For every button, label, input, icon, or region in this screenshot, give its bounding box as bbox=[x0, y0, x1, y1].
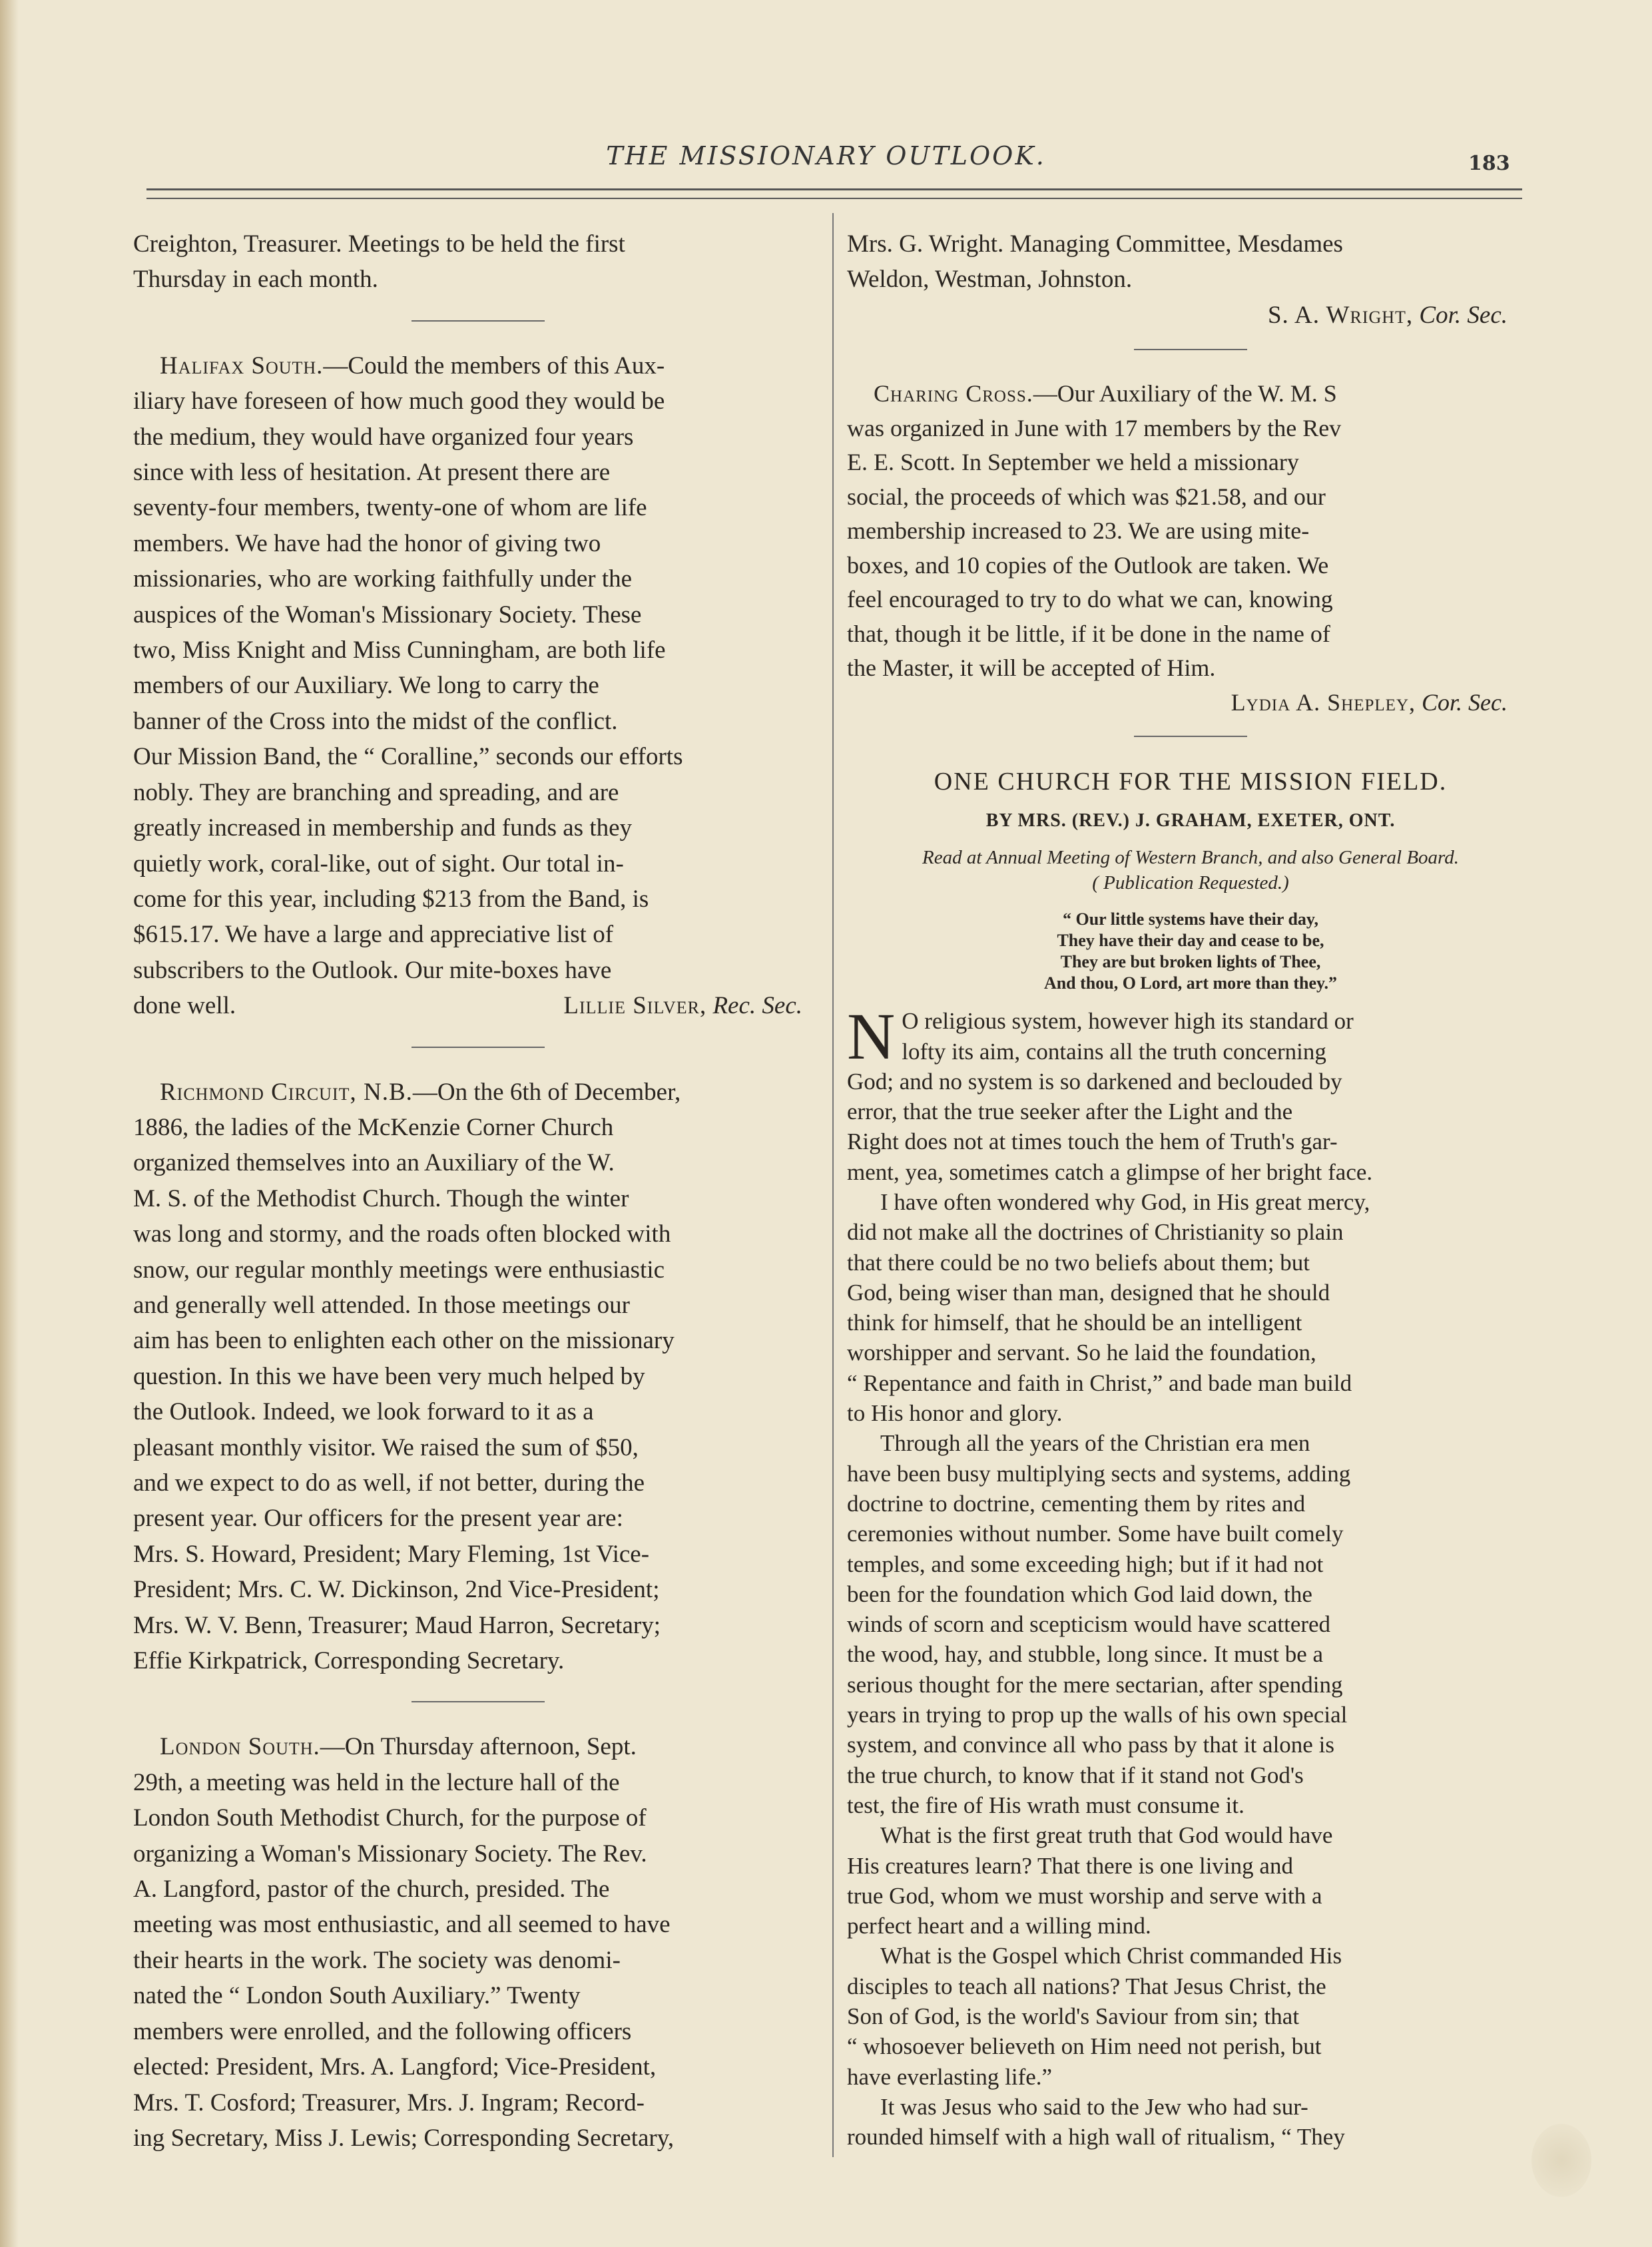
text-line: What is the first great truth that God would have bbox=[880, 1822, 1333, 1849]
text-line: Effie Kirkpatrick, Corresponding Secretary. bbox=[133, 1647, 565, 1675]
paragraph bbox=[847, 999, 1534, 1187]
text-line: feel encouraged to try to do what we can, knowing bbox=[847, 586, 1333, 613]
text-line: organized themselves into an Auxiliary of the W. bbox=[133, 1149, 615, 1177]
paragraph bbox=[847, 1187, 1534, 1428]
text-line: the Outlook. Indeed, we look forward to it as a bbox=[133, 1398, 594, 1426]
text-line: His creatures learn? That there is one living and bbox=[847, 1852, 1293, 1879]
text-line: come for this year, including $213 from the Band, is bbox=[133, 885, 649, 913]
text-line: banner of the Cross into the midst of the conflict. bbox=[133, 707, 618, 735]
report-heading: Charing Cross. bbox=[874, 380, 1033, 407]
text-line: meeting was most enthusiastic, and all seemed to have bbox=[133, 1911, 671, 1939]
column-divider bbox=[832, 213, 834, 2157]
text-line: E. E. Scott. In September we held a missionary bbox=[847, 449, 1299, 476]
section-separator bbox=[1134, 736, 1247, 737]
paper-stain bbox=[1531, 2124, 1591, 2197]
poem-line: They are but broken lights of Thee, bbox=[1060, 952, 1321, 972]
right-column bbox=[847, 226, 1534, 2152]
text-line: aim has been to enlighten each other on the missionary bbox=[133, 1327, 675, 1355]
richmond-report bbox=[133, 1075, 822, 1679]
signature: Lydia A. Shepley, Cor. Sec. bbox=[1231, 688, 1508, 716]
text-line: members of our Auxiliary. We long to carry the bbox=[133, 672, 599, 700]
text-line: since with less of hesitation. At present there are bbox=[133, 459, 611, 487]
text-line: greatly increased in membership and funds as they bbox=[133, 814, 633, 842]
text-line: nated the “ London South Auxiliary.” Twenty bbox=[133, 1982, 581, 2010]
text-line: members. We have had the honor of giving two bbox=[133, 529, 601, 557]
charing-cross-report bbox=[847, 377, 1534, 720]
text-line: been for the foundation which God laid down, the bbox=[847, 1581, 1312, 1607]
report-heading: Halifax South. bbox=[160, 352, 324, 379]
text-line: boxes, and 10 copies of the Outlook are taken. We bbox=[847, 551, 1329, 579]
text-line: think for himself, that he should be an intelligent bbox=[847, 1310, 1302, 1336]
text-line: members were enrolled, and the following officers bbox=[133, 2017, 632, 2045]
page-number: 183 bbox=[1468, 152, 1510, 175]
text-line: the wood, hay, and stubble, long since. It must be a bbox=[847, 1641, 1324, 1668]
text-line: It was Jesus who said to the Jew who had sur- bbox=[880, 2093, 1308, 2120]
text-line: snow, our regular monthly meetings were enthusiastic bbox=[133, 1256, 665, 1284]
text-line: God, being wiser than man, designed that he should bbox=[847, 1279, 1330, 1306]
drop-cap: N bbox=[847, 999, 896, 1074]
text-line: elected: President, Mrs. A. Langford; Vice-President, bbox=[133, 2053, 657, 2081]
halifax-report bbox=[133, 348, 822, 1024]
text-line: and we expect to do as well, if not better, during the bbox=[133, 1469, 645, 1497]
text-line: doctrine to doctrine, cementing them by rites and bbox=[847, 1490, 1306, 1517]
header-rule-thin bbox=[146, 198, 1522, 199]
text-line: Our Mission Band, the “ Coralline,” seconds our efforts bbox=[133, 743, 683, 771]
poem-line: They have their day and cease to be, bbox=[1057, 931, 1324, 951]
london-report bbox=[133, 1729, 822, 2156]
text-line: was organized in June with 17 members by the Rev bbox=[847, 414, 1342, 441]
text-line: seventy-four members, twenty-one of whom are life bbox=[133, 494, 647, 522]
text-line: pleasant monthly visitor. We raised the sum of $50, bbox=[133, 1433, 639, 1461]
report-heading: Richmond Circuit, N.B. bbox=[160, 1078, 413, 1106]
text-line: Thursday in each month. bbox=[133, 266, 378, 294]
left-column bbox=[133, 226, 822, 2156]
text-line: organizing a Woman's Missionary Society. The Rev. bbox=[133, 1840, 647, 1868]
epigraph-poem bbox=[847, 909, 1534, 994]
text-line: O religious system, however high its standard or bbox=[902, 1008, 1354, 1035]
text-line: rounded himself with a high wall of ritualism, “ They bbox=[847, 2124, 1345, 2150]
text-line: I have often wondered why God, in His great mercy, bbox=[880, 1189, 1370, 1215]
page-edge-shadow bbox=[0, 0, 19, 2247]
text-line: years in trying to prop up the walls of his own special bbox=[847, 1702, 1348, 1728]
text-line: to His honor and glory. bbox=[847, 1400, 1063, 1427]
text-line: quietly work, coral-like, out of sight. Our total in- bbox=[133, 850, 624, 877]
text-line: Charing Cross.—Our Auxiliary of the W. M. S bbox=[874, 380, 1337, 407]
text-line: London South Methodist Church, for the purpose of bbox=[133, 1804, 647, 1832]
article-byline: BY MRS. (REV.) J. GRAHAM, EXETER, ONT. bbox=[985, 810, 1396, 832]
text-line: M. S. of the Methodist Church. Though the winter bbox=[133, 1184, 629, 1212]
text-line: 29th, a meeting was held in the lecture hall of the bbox=[133, 1768, 620, 1796]
text-line-with-signature: done well. Lillie Silver, Rec. Sec. bbox=[133, 988, 822, 1023]
paragraph bbox=[847, 1428, 1534, 1820]
text-line: Through all the years of the Christian era men bbox=[880, 1430, 1310, 1457]
text-line: iliary have foreseen of how much good they would be bbox=[133, 387, 665, 415]
text-line: present year. Our officers for the present year are: bbox=[133, 1505, 623, 1533]
text-line: the Master, it will be accepted of Him. bbox=[847, 654, 1216, 682]
running-header-title: THE MISSIONARY OUTLOOK. bbox=[606, 141, 1046, 170]
text-line: Son of God, is the world's Saviour from sin; that bbox=[847, 2003, 1300, 2030]
text-line: have everlasting life.” bbox=[847, 2063, 1053, 2090]
text-line: the medium, they would have organized four years bbox=[133, 423, 634, 451]
text-line: ment, yea, sometimes catch a glimpse of her bright face. bbox=[847, 1158, 1373, 1185]
text-line: test, the fire of His wrath must consume it. bbox=[847, 1792, 1244, 1818]
text-line: ing Secretary, Miss J. Lewis; Corresponding Secretary, bbox=[133, 2124, 675, 2152]
text-line: Mrs. S. Howard, President; Mary Fleming, 1st Vice- bbox=[133, 1540, 650, 1568]
article-title: ONE CHURCH FOR THE MISSION FIELD. bbox=[934, 768, 1448, 796]
signature: S. A. Wright, Cor. Sec. bbox=[1267, 301, 1508, 329]
text-line: the true church, to know that if it stand not God's bbox=[847, 1762, 1304, 1788]
text-line: Creighton, Treasurer. Meetings to be held the first bbox=[133, 230, 625, 258]
text-line: nobly. They are branching and spreading, and are bbox=[133, 778, 619, 806]
section-separator bbox=[412, 1047, 545, 1048]
text-line: Mrs. W. V. Benn, Treasurer; Maud Harron, Secretary; bbox=[133, 1611, 661, 1639]
text-line: worshipper and servant. So he laid the foundation, bbox=[847, 1340, 1316, 1366]
poem-line: And thou, O Lord, art more than they.” bbox=[1043, 973, 1338, 993]
text-line: that there could be no two beliefs about them; but bbox=[847, 1249, 1310, 1276]
text-line: system, and convince all who pass by that it alone is bbox=[847, 1732, 1334, 1758]
text-line: temples, and some exceeding high; but if it had not bbox=[847, 1551, 1324, 1577]
paragraph bbox=[847, 2092, 1534, 2152]
text-line: ceremonies without number. Some have built comely bbox=[847, 1521, 1344, 1547]
report-heading: London South. bbox=[160, 1733, 320, 1761]
section-separator bbox=[412, 1701, 545, 1702]
text-line: $615.17. We have a large and appreciative list of bbox=[133, 921, 614, 949]
header-rule bbox=[146, 188, 1522, 190]
text-line: Richmond Circuit, N.B.—On the 6th of December, bbox=[160, 1078, 681, 1106]
text-line: Right does not at times touch the hem of Truth's gar- bbox=[847, 1128, 1338, 1155]
signature: Lillie Silver, Rec. Sec. bbox=[563, 992, 802, 1020]
text-line: subscribers to the Outlook. Our mite-boxes have bbox=[133, 956, 612, 984]
article-body bbox=[847, 999, 1534, 2152]
intro-paragraph bbox=[133, 226, 822, 298]
article bbox=[847, 764, 1534, 2152]
text-line: Halifax South.—Could the members of this Aux- bbox=[160, 352, 665, 379]
poem-line: “ Our little systems have their day, bbox=[1063, 909, 1318, 929]
text-line: auspices of the Woman's Missionary Society. These bbox=[133, 601, 642, 628]
text-line: was long and stormy, and the roads often blocked with bbox=[133, 1220, 671, 1248]
text-line: What is the Gospel which Christ commanded His bbox=[880, 1943, 1342, 1969]
text-line: that, though it be little, if it be done in the name of bbox=[847, 620, 1330, 647]
text-line: Weldon, Westman, Johnston. bbox=[847, 266, 1133, 294]
paragraph bbox=[847, 1820, 1534, 1941]
section-separator bbox=[412, 320, 545, 322]
text-line: membership increased to 23. We are using mite- bbox=[847, 517, 1310, 545]
text-line: perfect heart and a willing mind. bbox=[847, 1913, 1151, 1939]
text-line: Mrs. T. Cosford; Treasurer, Mrs. J. Ingram; Record- bbox=[133, 2089, 645, 2117]
text-line: true God, whom we must worship and serve with a bbox=[847, 1882, 1322, 1909]
text-line: two, Miss Knight and Miss Cunningham, are both life bbox=[133, 636, 666, 664]
text-line: Mrs. G. Wright. Managing Committee, Mesdames bbox=[847, 230, 1343, 258]
text-line: question. In this we have been very much helped by bbox=[133, 1362, 645, 1390]
section-separator bbox=[1134, 349, 1247, 350]
text-line: their hearts in the work. The society was denomi- bbox=[133, 1946, 621, 1974]
text-line: did not make all the doctrines of Christianity so plain bbox=[847, 1219, 1344, 1246]
text-line: missionaries, who are working faithfully under the bbox=[133, 565, 633, 593]
text-line: London South.—On Thursday afternoon, Sept. bbox=[160, 1733, 637, 1761]
paragraph bbox=[847, 1941, 1534, 2091]
text-line: “ Repentance and faith in Christ,” and bade man build bbox=[847, 1370, 1352, 1396]
text-line: social, the proceeds of which was $21.58, and our bbox=[847, 483, 1326, 510]
london-report-continued bbox=[847, 226, 1534, 333]
text-line: have been busy multiplying sects and systems, adding bbox=[847, 1460, 1351, 1487]
text-line: and generally well attended. In those meetings our bbox=[133, 1291, 630, 1319]
text-line: President; Mrs. C. W. Dickinson, 2nd Vice-President; bbox=[133, 1576, 660, 1604]
text-line: lofty its aim, contains all the truth concerning bbox=[902, 1038, 1326, 1065]
text-line: winds of scorn and scepticism would have scattered bbox=[847, 1611, 1331, 1638]
text-line: “ whosoever believeth on Him need not perish, but bbox=[847, 2033, 1322, 2060]
text-line: disciples to teach all nations? That Jesus Christ, the bbox=[847, 1973, 1326, 1999]
text-line: A. Langford, pastor of the church, presided. The bbox=[133, 1875, 610, 1903]
text-line: error, that the true seeker after the Light and the bbox=[847, 1099, 1293, 1125]
text-line: serious thought for the mere sectarian, after spending bbox=[847, 1671, 1343, 1698]
text-line: God; and no system is so darkened and beclouded by bbox=[847, 1068, 1342, 1095]
article-note: Read at Annual Meeting of Western Branch, and also General Board. ( Publication Requested.) bbox=[922, 847, 1459, 894]
text-line: 1886, the ladies of the McKenzie Corner Church bbox=[133, 1113, 614, 1141]
